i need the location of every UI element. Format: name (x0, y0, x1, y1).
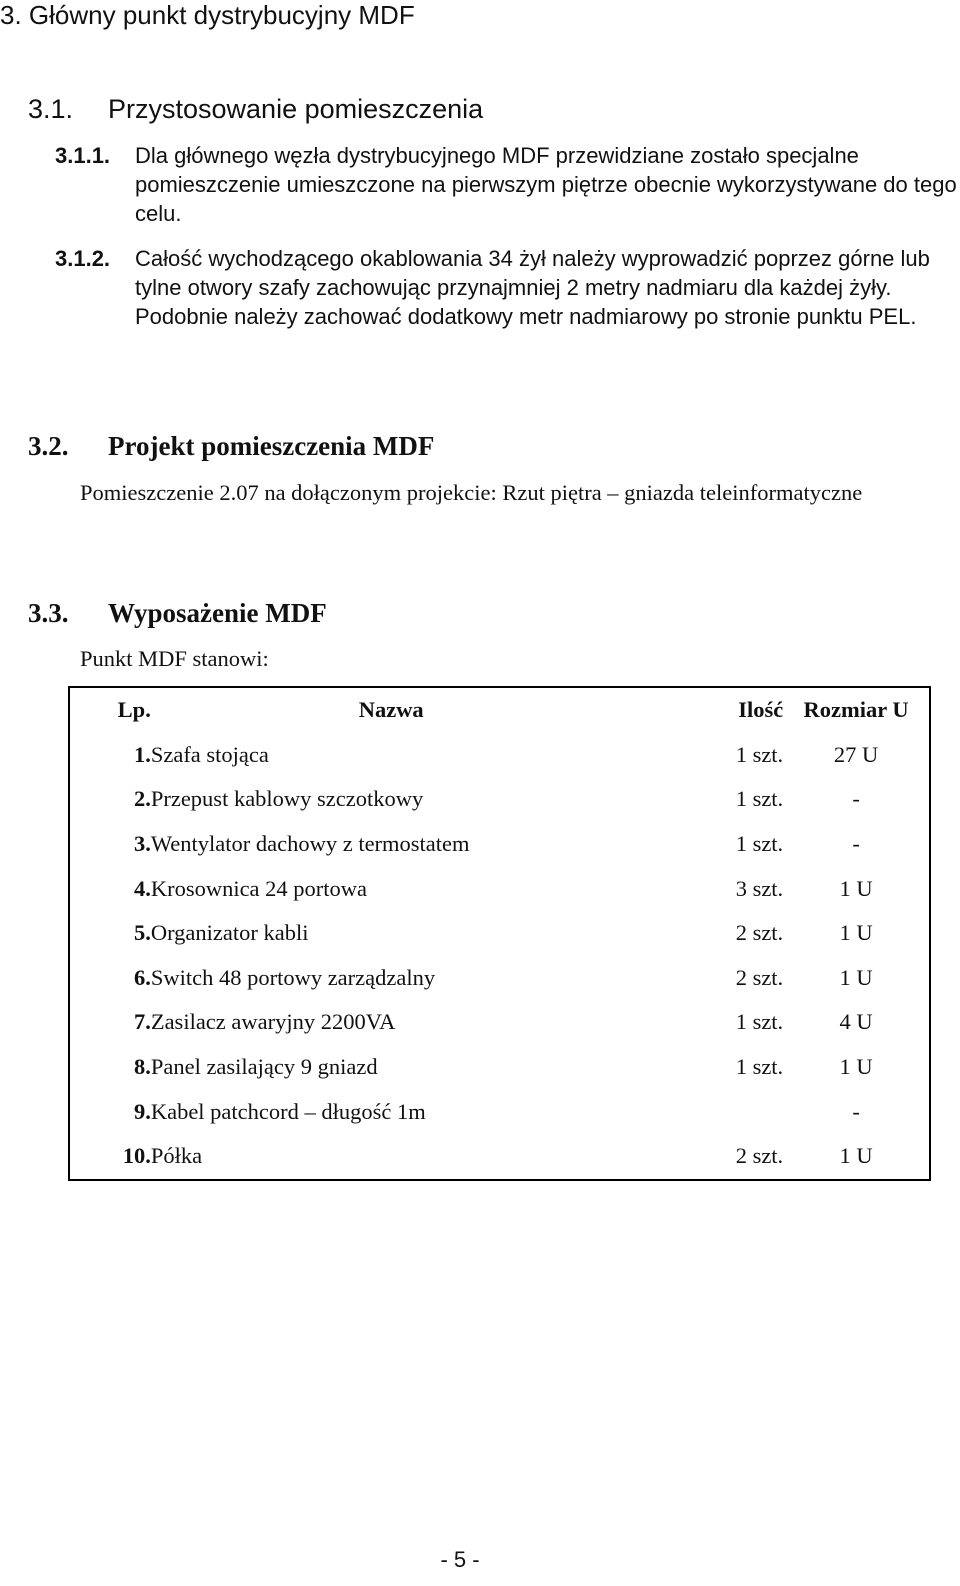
cell-name: Przepust kablowy szczotkowy (150, 786, 424, 812)
table-row (69, 1000, 930, 1045)
equipment-table (68, 686, 931, 1181)
section-title: Główny punkt dystrybucyjny MDF (28, 0, 415, 30)
table-row (69, 1089, 930, 1134)
header-qty: Ilość (738, 697, 784, 723)
cell-qty: 2 szt. (735, 964, 784, 990)
cell-name: Panel zasilający 9 gniazd (150, 1054, 378, 1080)
table-row (69, 1134, 930, 1180)
cell-lp: 5. (133, 920, 151, 946)
table-header-row (69, 687, 930, 733)
table-row (69, 956, 930, 1001)
cell-size: 1 U (839, 964, 873, 990)
cell-qty: 1 szt. (735, 786, 784, 812)
cell-lp: 8. (133, 1054, 151, 1080)
subsection-number: 3.1. (28, 94, 74, 124)
cell-name: Szafa stojąca (150, 741, 269, 767)
paragraph-3-1-1 (55, 141, 960, 228)
table-row (69, 1045, 930, 1090)
cell-lp: 3. (133, 831, 151, 857)
paragraph-3-1-2 (55, 244, 960, 331)
header-size: Rozmiar U (803, 697, 909, 723)
cell-qty: 1 szt. (735, 741, 784, 767)
cell-name: Krosownica 24 portowa (150, 875, 368, 901)
cell-name: Organizator kabli (150, 920, 309, 946)
subsection-3-3-text: Punkt MDF stanowi: (80, 646, 269, 671)
cell-qty (632, 1089, 784, 1134)
subsection-number: 3.2. (28, 431, 69, 461)
cell-lp: 9. (133, 1098, 151, 1124)
paragraph-number: 3.1.2. (55, 246, 111, 271)
page-number: - 5 - (440, 1547, 480, 1572)
subsection-3-2-text: Pomieszczenie 2.07 na dołączonym projekcie: Rzut piętra – gniazda teleinformatyczne (80, 480, 863, 505)
table-row (69, 777, 930, 822)
paragraph-text: Dla głównego węzła dystrybucyjnego MDF przewidziane zostało specjalne pomieszczenie umieszczone na pierwszym piętrze obecnie wykorzystywane do tego celu. (135, 143, 957, 226)
table-row (69, 822, 930, 867)
subsection-heading-3-1 (28, 93, 483, 125)
cell-name: Switch 48 portowy zarządzalny (150, 964, 436, 990)
paragraph-number: 3.1.1. (55, 143, 111, 168)
cell-lp: 7. (133, 1009, 151, 1035)
cell-name: Półka (150, 1143, 203, 1169)
cell-size: 27 U (833, 741, 879, 767)
subsection-title: Projekt pomieszczenia MDF (108, 431, 435, 461)
cell-name: Zasilacz awaryjny 2200VA (150, 1009, 396, 1035)
cell-lp: 1. (133, 741, 151, 767)
subsection-heading-3-3 (28, 597, 327, 629)
cell-size: - (852, 786, 860, 812)
cell-lp: 2. (133, 786, 151, 812)
cell-lp: 6. (133, 964, 151, 990)
cell-name: Wentylator dachowy z termostatem (150, 831, 470, 857)
cell-qty: 3 szt. (735, 875, 784, 901)
header-name: Nazwa (358, 697, 424, 723)
cell-qty: 2 szt. (735, 1143, 784, 1169)
cell-qty: 1 szt. (735, 1054, 784, 1080)
table-row (69, 733, 930, 778)
subsection-title: Wyposażenie MDF (108, 598, 327, 628)
subsection-heading-3-2 (28, 430, 434, 462)
cell-size: 4 U (839, 1009, 873, 1035)
cell-size: 1 U (839, 920, 873, 946)
cell-size: 1 U (839, 1054, 873, 1080)
cell-qty: 2 szt. (735, 920, 784, 946)
cell-qty: 1 szt. (735, 1009, 784, 1035)
table-row (69, 911, 930, 956)
section-heading (0, 0, 415, 30)
cell-name: Kabel patchcord – długość 1m (150, 1098, 426, 1124)
cell-size: 1 U (839, 1143, 873, 1169)
cell-qty: 1 szt. (735, 831, 784, 857)
cell-size: - (852, 831, 860, 857)
subsection-title: Przystosowanie pomieszczenia (108, 94, 484, 124)
cell-lp: 4. (133, 875, 151, 901)
cell-lp: 10. (122, 1143, 151, 1169)
cell-size: 1 U (839, 875, 873, 901)
paragraph-text: Całość wychodzącego okablowania 34 żył należy wyprowadzić poprzez górne lub tylne otwory szafy zachowując przynajmniej 2 metry nadmiaru dla każdej żyły. Podobnie należy zachować dodatkowy metr nadmiarowy po stronie punktu PEL. (135, 246, 930, 329)
section-number: 3. (0, 0, 22, 30)
table-row (69, 866, 930, 911)
subsection-number: 3.3. (28, 598, 69, 628)
cell-size: - (852, 1098, 860, 1124)
header-lp: Lp. (117, 697, 151, 723)
